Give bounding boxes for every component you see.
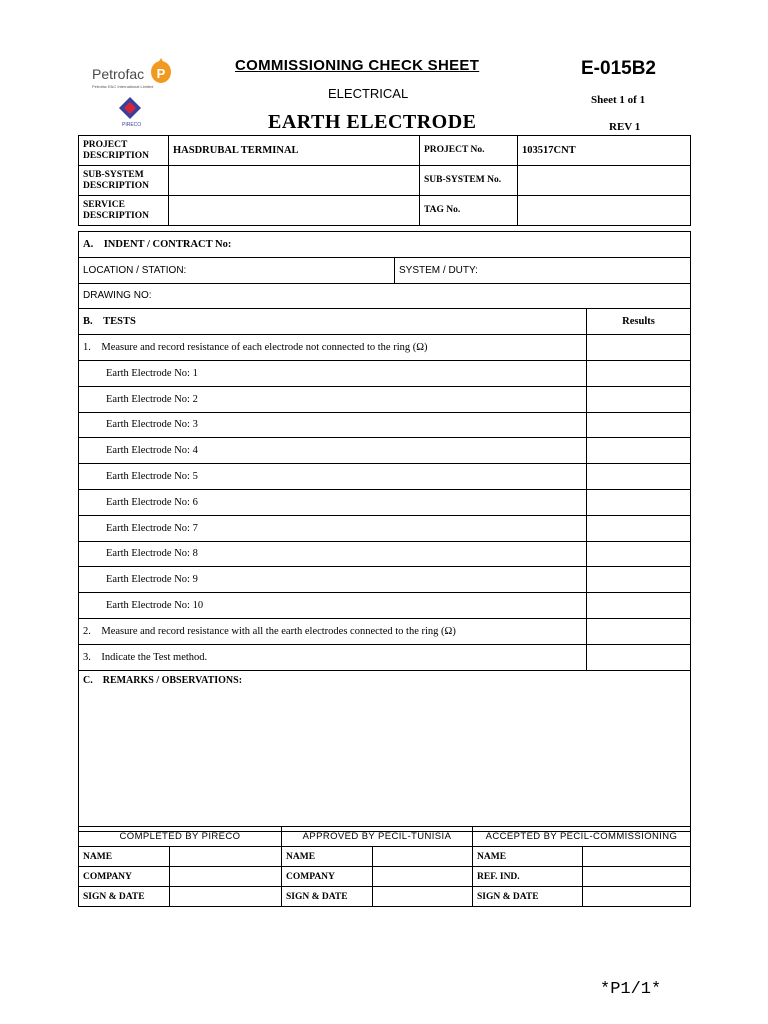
project-description-label: PROJECT DESCRIPTION — [79, 136, 169, 166]
system-duty-field[interactable]: SYSTEM / DUTY: — [395, 257, 691, 283]
pireco-diamond-icon — [119, 97, 141, 119]
electrode-1-label: Earth Electrode No: 1 — [79, 360, 587, 386]
electrode-6-result[interactable] — [587, 489, 691, 515]
section-b-heading: B. TESTS — [79, 309, 587, 335]
project-info-table — [78, 135, 691, 226]
page-barcode-id: *P1/1* — [600, 980, 662, 999]
test-item-2-result[interactable] — [587, 618, 691, 644]
service-description-field[interactable] — [169, 196, 420, 226]
service-description-label: SERVICE DESCRIPTION — [79, 196, 169, 226]
section-a-heading: A. INDENT / CONTRACT No: — [79, 232, 691, 258]
remarks-area[interactable] — [79, 670, 691, 831]
ref-ind-field[interactable] — [583, 867, 691, 887]
name-label-1: NAME — [79, 847, 170, 867]
subsystem-description-field[interactable] — [169, 166, 420, 196]
logo-tagline: Petrofac E&C International Limited — [92, 84, 154, 89]
electrode-4-label: Earth Electrode No: 4 — [79, 438, 587, 464]
table-row — [79, 593, 691, 619]
electrode-3-label: Earth Electrode No: 3 — [79, 412, 587, 438]
sign-date-field-2[interactable] — [373, 887, 473, 907]
sign-date-field-1[interactable] — [170, 887, 282, 907]
table-row — [79, 541, 691, 567]
form-subtitle: ELECTRICAL — [328, 86, 409, 101]
tag-no-label: TAG No. — [420, 196, 518, 226]
sign-date-label-2: SIGN & DATE — [282, 887, 373, 907]
electrode-5-label: Earth Electrode No: 5 — [79, 464, 587, 490]
company-field-2[interactable] — [373, 867, 473, 887]
project-no-label: PROJECT No. — [420, 136, 518, 166]
table-row — [79, 515, 691, 541]
electrode-3-result[interactable] — [587, 412, 691, 438]
approved-by-header: APPROVED BY PECIL-TUNISIA — [282, 827, 473, 847]
electrode-2-result[interactable] — [587, 386, 691, 412]
name-label-3: NAME — [473, 847, 583, 867]
electrode-2-label: Earth Electrode No: 2 — [79, 386, 587, 412]
signoff-table — [78, 826, 691, 907]
electrode-5-result[interactable] — [587, 464, 691, 490]
electrode-9-label: Earth Electrode No: 9 — [79, 567, 587, 593]
sign-date-label-1: SIGN & DATE — [79, 887, 170, 907]
table-row — [79, 438, 691, 464]
company-field-1[interactable] — [170, 867, 282, 887]
electrode-7-label: Earth Electrode No: 7 — [79, 515, 587, 541]
project-description-field[interactable]: HASDRUBAL TERMINAL — [169, 136, 420, 166]
tag-no-field[interactable] — [518, 196, 691, 226]
completed-by-header: COMPLETED BY PIRECO — [79, 827, 282, 847]
form-code: E-015B2 — [581, 58, 656, 79]
table-row — [79, 386, 691, 412]
name-field-3[interactable] — [583, 847, 691, 867]
electrode-10-label: Earth Electrode No: 10 — [79, 593, 587, 619]
electrode-8-result[interactable] — [587, 541, 691, 567]
petrofac-p-icon — [150, 58, 172, 84]
name-label-2: NAME — [282, 847, 373, 867]
form-main-title: EARTH ELECTRODE — [268, 111, 477, 133]
subsystem-no-label: SUB-SYSTEM No. — [420, 166, 518, 196]
electrode-7-result[interactable] — [587, 515, 691, 541]
test-item-1-result[interactable] — [587, 335, 691, 361]
name-field-2[interactable] — [373, 847, 473, 867]
test-item-3-result[interactable] — [587, 644, 691, 670]
petrofac-logo — [92, 58, 182, 94]
revision: REV 1 — [609, 121, 641, 133]
form-title: COMMISSIONING CHECK SHEET — [235, 57, 480, 74]
test-item-1: 1. Measure and record resistance of each electrode not connected to the ring (Ω) — [79, 335, 587, 361]
section-c-heading: C. REMARKS / OBSERVATIONS: — [83, 674, 243, 686]
electrode-8-label: Earth Electrode No: 8 — [79, 541, 587, 567]
name-field-1[interactable] — [170, 847, 282, 867]
svg-text:P: P — [156, 66, 166, 81]
electrode-10-result[interactable] — [587, 593, 691, 619]
table-row — [79, 464, 691, 490]
test-item-3: 3. Indicate the Test method. — [79, 644, 587, 670]
ref-ind-label: REF. IND. — [473, 867, 583, 887]
electrode-6-label: Earth Electrode No: 6 — [79, 489, 587, 515]
company-label-1: COMPANY — [79, 867, 170, 887]
drawing-no-field[interactable]: DRAWING NO: — [79, 283, 691, 309]
company-label-2: COMPANY — [282, 867, 373, 887]
results-header: Results — [587, 309, 691, 335]
check-sheet-table — [78, 231, 691, 832]
accepted-by-header: ACCEPTED BY PECIL-COMMISSIONING — [473, 827, 691, 847]
pireco-label: PIRECO — [122, 122, 142, 128]
project-no-field[interactable]: 103517CNT — [518, 136, 691, 166]
sheet-number: Sheet 1 of 1 — [591, 94, 646, 106]
location-station-field[interactable]: LOCATION / STATION: — [79, 257, 395, 283]
pireco-logo — [117, 97, 143, 131]
electrode-4-result[interactable] — [587, 438, 691, 464]
table-row — [79, 489, 691, 515]
electrode-9-result[interactable] — [587, 567, 691, 593]
sign-date-field-3[interactable] — [583, 887, 691, 907]
electrode-1-result[interactable] — [587, 360, 691, 386]
sign-date-label-3: SIGN & DATE — [473, 887, 583, 907]
table-row — [79, 360, 691, 386]
subsystem-description-label: SUB-SYSTEM DESCRIPTION — [79, 166, 169, 196]
subsystem-no-field[interactable] — [518, 166, 691, 196]
table-row — [79, 412, 691, 438]
test-item-2: 2. Measure and record resistance with all the earth electrodes connected to the ring (Ω) — [79, 618, 587, 644]
logo-company-name: Petrofac — [92, 66, 145, 82]
table-row — [79, 567, 691, 593]
